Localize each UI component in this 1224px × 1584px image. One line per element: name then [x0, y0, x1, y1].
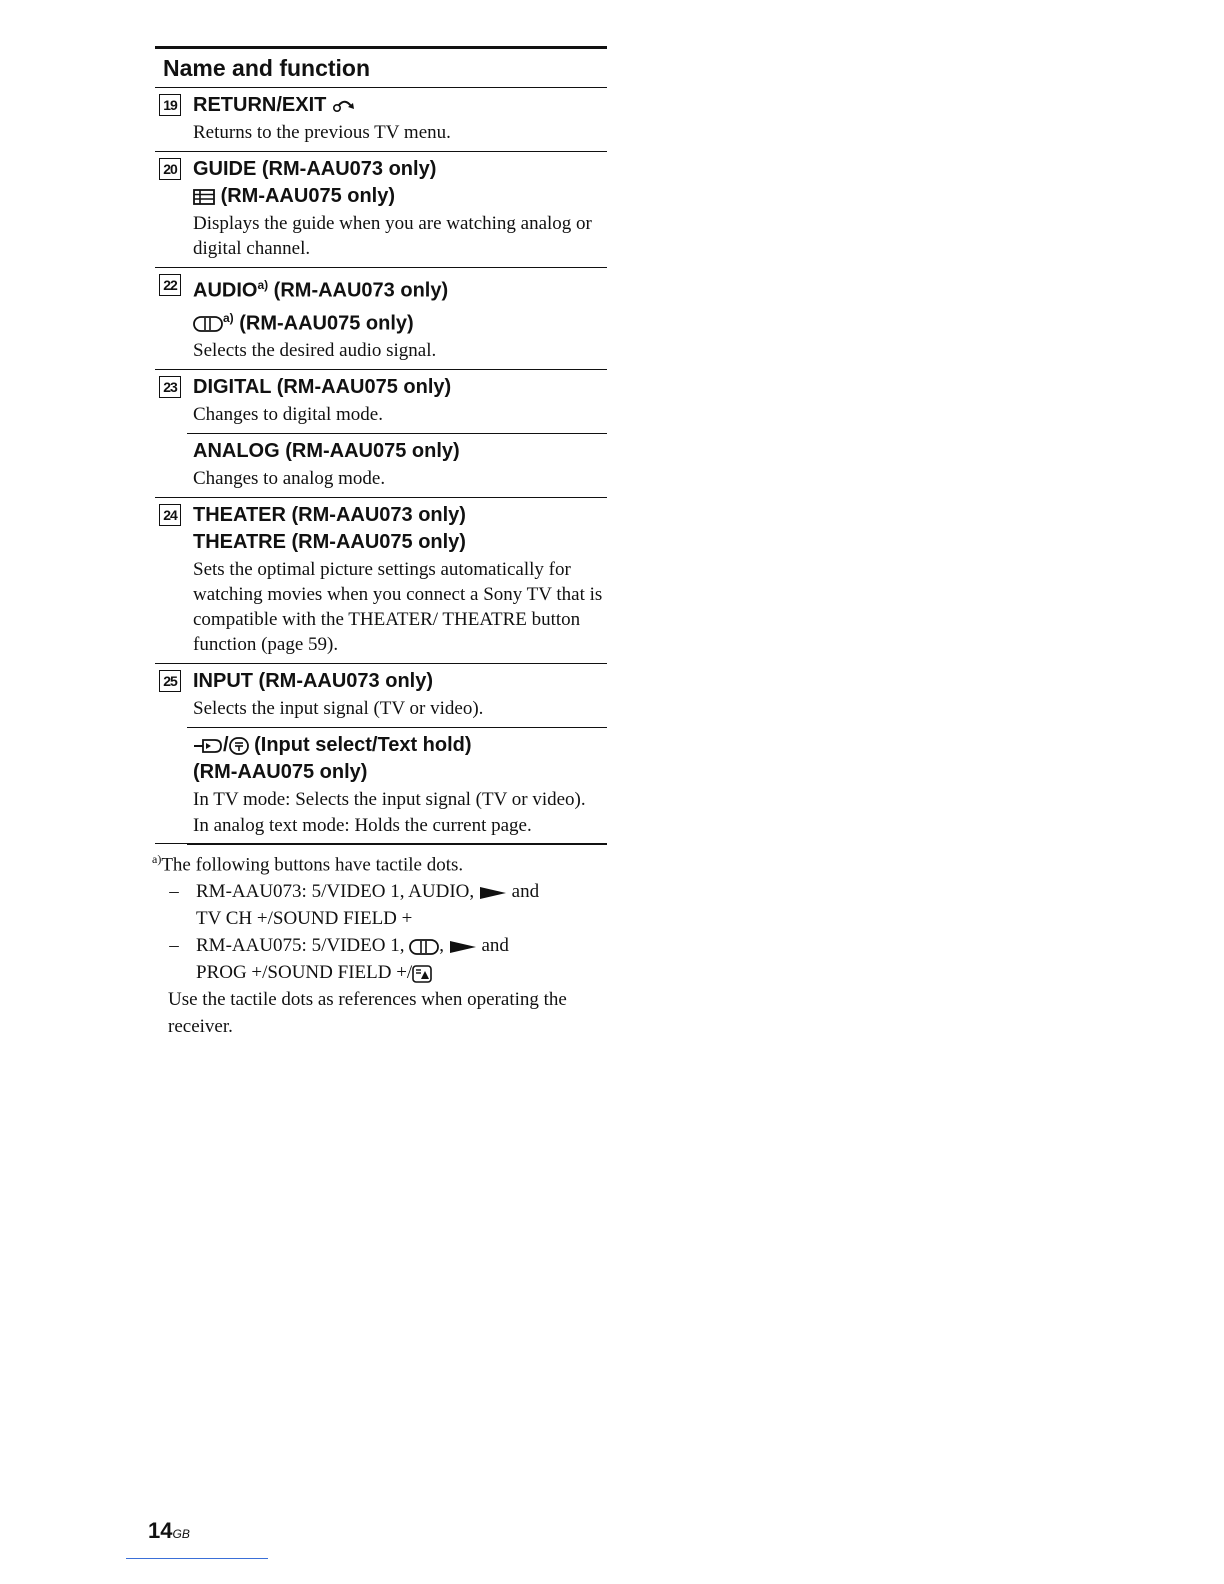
- play-triangle-icon: [479, 886, 507, 900]
- sub-entry-input-select: [187, 727, 607, 845]
- guide-grid-icon: [193, 189, 215, 205]
- sub-entry-title-alt: (RM-AAU075 only): [193, 760, 368, 783]
- entry-20: [155, 152, 607, 268]
- sub-entry-title: ANALOG (RM-AAU075 only): [193, 440, 460, 463]
- table-header: [155, 49, 607, 88]
- entry-description: Changes to digital mode.: [193, 404, 383, 426]
- audio-icon: [409, 938, 439, 956]
- entry-title: RETURN/EXIT: [193, 92, 607, 119]
- footnote-mark: a): [152, 852, 162, 866]
- sub-entry-description: Changes to analog mode.: [193, 468, 386, 490]
- entry-23: [155, 370, 607, 433]
- function-table: [155, 46, 607, 844]
- text-hold-icon: [229, 737, 249, 755]
- entry-25: [155, 664, 607, 727]
- entry-number: 25: [159, 670, 181, 692]
- entry-title: AUDIO$^{a)}$ (RM-AAU073 only): [193, 278, 449, 302]
- sub-entry-description: In analog text mode: Holds the current page.: [193, 814, 532, 836]
- audio-icon: [193, 315, 223, 333]
- footnote-item-cont: TV CH +/SOUND FIELD +: [196, 908, 413, 930]
- sub-entry-title: / (Input select/Text hold): [193, 732, 607, 759]
- entry-title-alt: THEATRE (RM-AAU075 only): [193, 530, 466, 553]
- play-triangle-icon: [449, 940, 477, 954]
- entry-title-alt: $^{a)}$ (RM-AAU075 only): [193, 305, 607, 338]
- entry-title: GUIDE (RM-AAU073 only): [193, 158, 437, 180]
- footnote-intro: $^{a)}$The following buttons have tactile dots.: [152, 852, 464, 876]
- entry-19: [155, 88, 607, 152]
- entry-title: DIGITAL (RM-AAU075 only): [193, 376, 452, 399]
- entry-description: Returns to the previous TV menu.: [193, 122, 451, 143]
- entry-number: 23: [159, 376, 181, 398]
- entry-description: Selects the desired audio signal.: [193, 340, 437, 362]
- footnote: [152, 846, 612, 1040]
- sub-entry-wrap: [187, 727, 607, 845]
- table-header-label: Name and function: [163, 54, 371, 81]
- footnote-tail: Use the tactile dots as references when operating the receiver.: [168, 989, 567, 1038]
- entry-title: THEATER (RM-AAU073 only): [193, 503, 466, 526]
- bottom-rule: [126, 1558, 268, 1559]
- text-expand-icon: [412, 965, 432, 983]
- entry-number: 24: [159, 504, 181, 526]
- page-suffix: GB: [172, 1527, 190, 1541]
- footnote-item: – RM-AAU075: 5/VIDEO 1, , and: [169, 935, 509, 957]
- entry-24: [155, 498, 607, 664]
- footnote-item: – RM-AAU073: 5/VIDEO 1, AUDIO, and: [169, 881, 540, 903]
- entry-description: Displays the guide when you are watching analog or digital channel.: [193, 213, 592, 259]
- entry-number: 19: [159, 94, 181, 116]
- return-icon: [332, 98, 358, 114]
- page-number: 14GB: [148, 1518, 190, 1543]
- sub-entry-wrap: [187, 433, 607, 498]
- footnote-item-cont: PROG +/SOUND FIELD +/: [152, 959, 612, 986]
- input-select-icon: [193, 737, 223, 755]
- entry-description: Sets the optimal picture settings automatically for watching movies when you connect a Sony TV that is compatible with the THEATER/ THEATRE button function (page 59).: [193, 558, 603, 655]
- entry-title-alt: (RM-AAU075 only): [193, 183, 607, 210]
- entry-title: INPUT (RM-AAU073 only): [193, 669, 434, 692]
- entry-22: [155, 268, 607, 370]
- entry-description: Selects the input signal (TV or video).: [193, 697, 484, 719]
- sub-entry-description: In TV mode: Selects the input signal (TV or video).: [193, 788, 586, 810]
- sub-entry-analog: [187, 433, 607, 498]
- entry-number: 20: [159, 158, 181, 180]
- entry-number: 22: [159, 274, 181, 296]
